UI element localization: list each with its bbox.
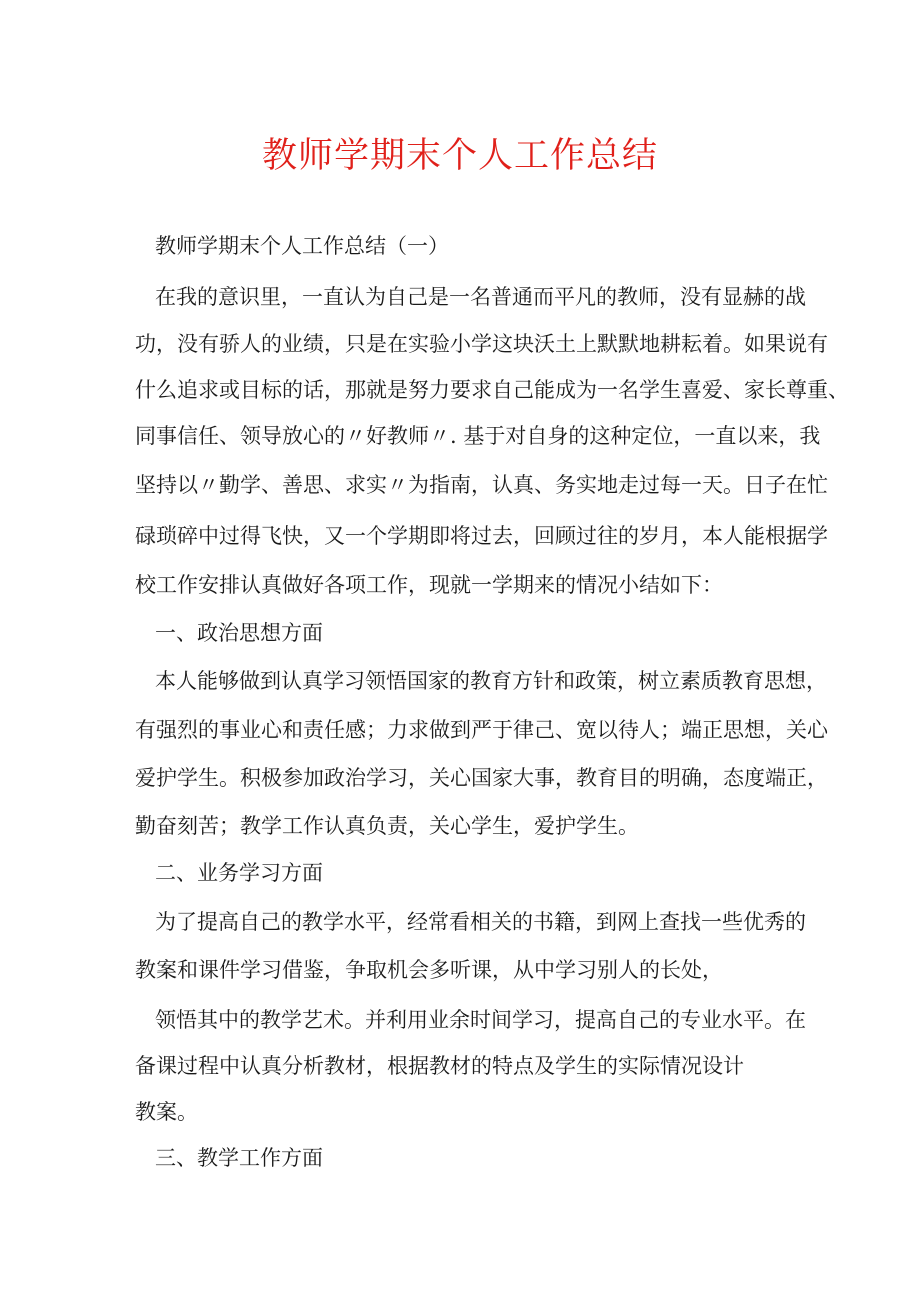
paragraph-1-line-1: 在我的意识里，一直认为自己是一名普通而平凡的教师，没有显赫的战 [155,285,806,309]
paragraph-2-line-2: 有强烈的事业心和责任感；力求做到严于律己、宽以待人；端正思想，关心 [135,718,828,742]
paragraph-4-line-2: 备课过程中认真分析教材，根据教材的特点及学生的实际情况设计 [135,1054,744,1078]
paragraph-4-line-1: 领悟其中的教学艺术。并利用业余时间学习，提高自己的专业水平。在 [155,1008,806,1032]
paragraph-1-line-2: 功，没有骄人的业绩，只是在实验小学这块沃土上默默地耕耘着。如果说有 [135,332,828,356]
paragraph-1-line-4: 同事信任、领导放心的〃好教师〃. 基于对自身的这种定位，一直以来，我 [135,424,821,448]
paragraph-1-line-7: 校工作安排认真做好各项工作，现就一学期来的情况小结如下： [135,573,723,597]
section-heading-1: 一、政治思想方面 [155,621,323,645]
paragraph-1-line-5: 坚持以〃勤学、善思、求实〃为指南，认真、务实地走过每一天。日子在忙 [135,473,828,497]
paragraph-1-line-3: 什么追求或目标的话，那就是努力要求自己能成为一名学生喜爱、家长尊重、 [135,378,849,402]
paragraph-2-line-4: 勤奋刻苦；教学工作认真负责，关心学生，爱护学生。 [135,814,639,838]
paragraph-2-line-3: 爱护学生。积极参加政治学习，关心国家大事，教育目的明确，态度端正， [135,766,828,790]
paragraph-3-line-2: 教案和课件学习借鉴，争取机会多听课，从中学习别人的长处， [135,958,723,982]
document-subtitle: 教师学期末个人工作总结（一） [155,234,449,258]
paragraph-3-line-1: 为了提高自己的教学水平，经常看相关的书籍，到网上查找一些优秀的 [155,910,806,934]
document-title: 教师学期末个人工作总结 [261,136,658,176]
paragraph-1-line-6: 碌琐碎中过得飞快，又一个学期即将过去，回顾过往的岁月，本人能根据学 [135,524,828,548]
paragraph-4-line-3: 教案。 [135,1100,198,1124]
paragraph-2-line-1: 本人能够做到认真学习领悟国家的教育方针和政策，树立素质教育思想， [155,669,827,693]
section-heading-3: 三、教学工作方面 [155,1146,323,1170]
section-heading-2: 二、业务学习方面 [155,861,323,885]
